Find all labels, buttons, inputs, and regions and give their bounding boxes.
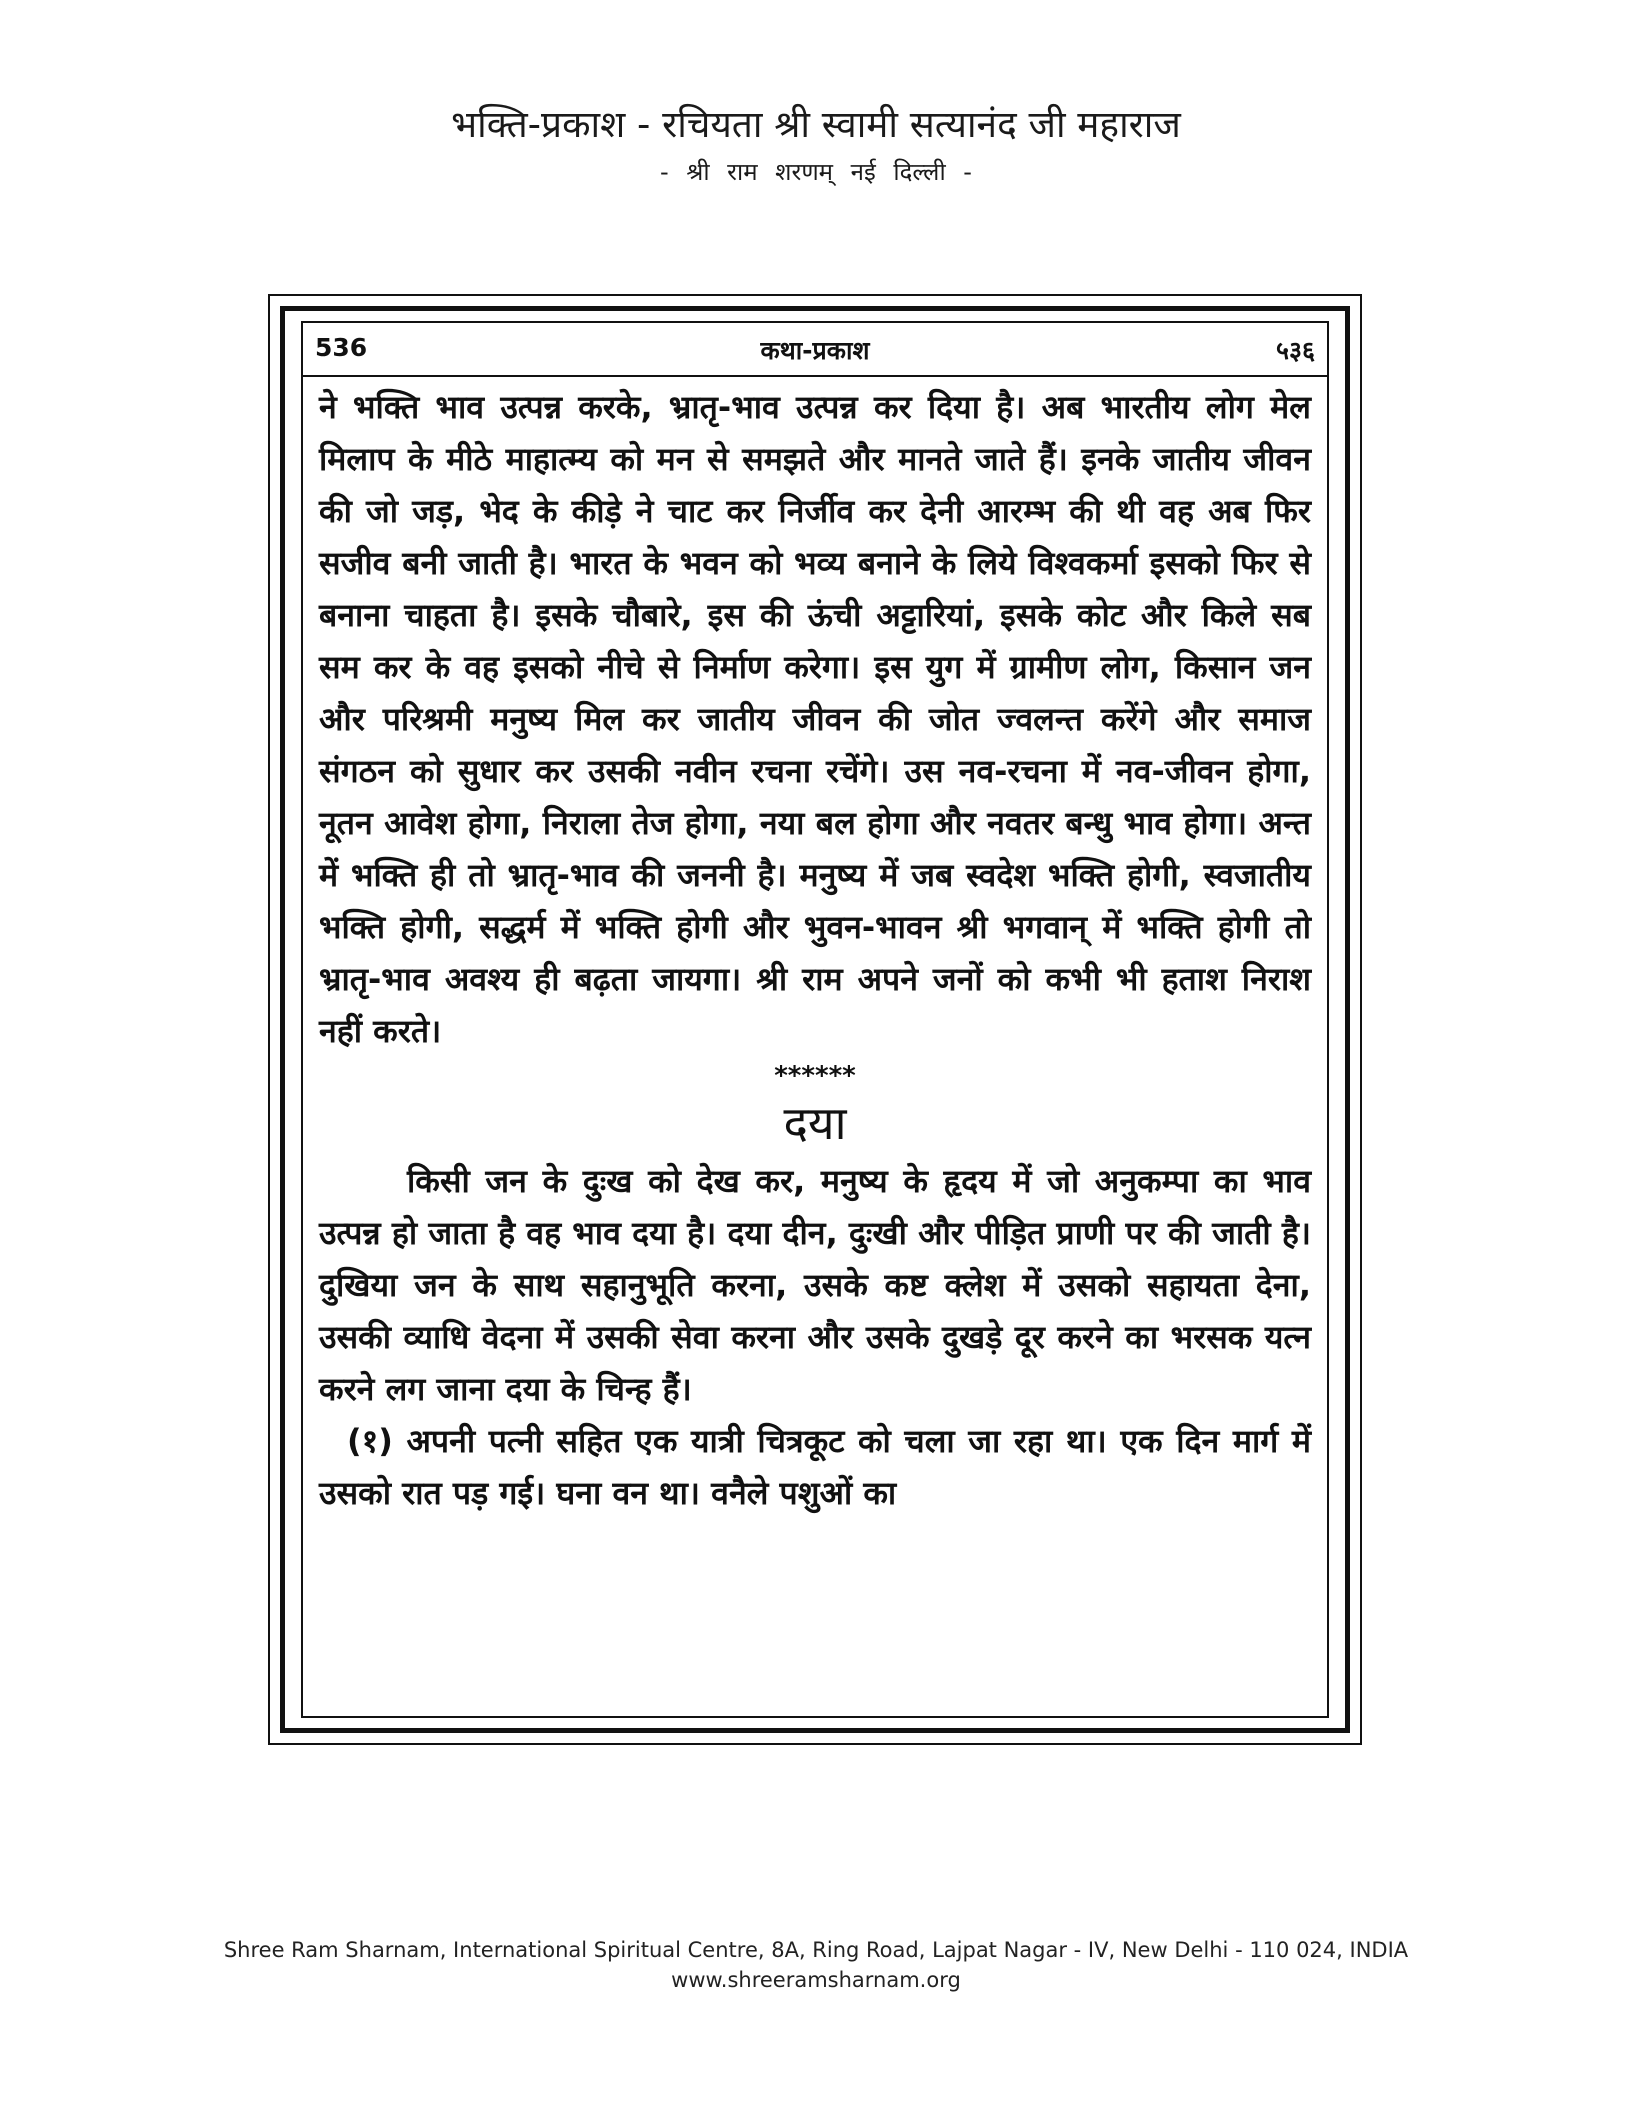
- page-number-arabic: 536: [315, 333, 368, 362]
- page-frame-inner: [280, 306, 1350, 1733]
- text-body: [319, 381, 1311, 1519]
- publisher-line: - श्री राम शरणम् नई दिल्ली -: [660, 158, 972, 186]
- footer-address: Shree Ram Sharnam, International Spiritual Centre, 8A, Ring Road, Lajpat Nagar - IV, New Delhi - 110 024, INDIA: [223, 1938, 1409, 1962]
- paragraph: (१) अपनी पत्नी सहित एक यात्री चित्रकूट को चला जा रहा था। एक दिन मार्ग में उसको रात पड़ गई। घना वन था। वनैले पशुओं का: [319, 1422, 1311, 1512]
- paragraph: ने भक्ति भाव उत्पन्न करके, भ्रातृ-भाव उत्पन्न कर दिया है। अब भारतीय लोग मेल मिलाप के मीठे माहात्म्य को मन से समझते और मानते जाते हैं। इनके जातीय जीवन की जो जड़, भेद के कीड़े ने चाट कर निर्जीव कर देनी आरम्भ की थी वह अब फिर सजीव बनी जाती है। भारत के भवन को भव्य बनाने के लिये विश्वकर्मा इसको फिर से बनाना चाहता है। इसके चौबारे, इस की ऊंची अट्टारियां, इसके कोट और किले सब सम कर के वह इसको नीचे से निर्माण करेगा। इस युग में ग्रामीण लोग, किसान जन और परिश्रमी मनुष्य मिल कर जातीय जीवन की जोत ज्वलन्त करेंगे और समाज संगठन को सुधार कर उसकी नवीन रचना रचेंगे। उस नव-रचना में नव-जीवन होगा, नूतन आवेश होगा, निराला तेज होगा, नया बल होगा और नवतर बन्धु भाव होगा। अन्त में भक्ति ही तो भ्रातृ-भाव की जननी है। मनुष्य में जब स्वदेश भक्ति होगी, स्वजातीय भक्ति होगी, सद्धर्म में भक्ति होगी और भुवन-भावन श्री भगवान् में भक्ति होगी तो भ्रातृ-भाव अवश्य ही बढ़ता जायगा। श्री राम अपने जनों को कभी भी हताश निराश नहीं करते।: [319, 388, 1311, 1050]
- running-header: [303, 323, 1327, 377]
- document-footer: [0, 1935, 1632, 1995]
- paragraph: किसी जन के दुःख को देख कर, मनुष्य के हृदय में जो अनुकम्पा का भाव उत्पन्न हो जाता है वह भाव दया है। दया दीन, दुःखी और पीड़ित प्राणी पर की जाती है। दुखिया जन के साथ सहानुभूति करना, उसके कष्ट क्लेश में उसको सहायता देना, उसकी व्याधि वेदना में उसकी सेवा करना और उसके दुखड़े दूर करने का भरसक यत्न करने लग जाना दया के चिन्ह हैं।: [319, 1162, 1311, 1408]
- footer-website[interactable]: www.shreeramsharnam.org: [671, 1968, 961, 1992]
- book-title: भक्ति-प्रकाश - रचियता श्री स्वामी सत्यानंद जी महाराज: [451, 103, 1181, 146]
- page-frame: [268, 294, 1362, 1745]
- section-separator: ******: [774, 1061, 856, 1091]
- page-number-devanagari: ५३६: [1275, 336, 1315, 365]
- running-title: कथा-प्रकाश: [760, 336, 870, 365]
- document-header: [0, 100, 1632, 194]
- page-content: [301, 321, 1329, 1718]
- section-heading: दया: [783, 1096, 847, 1150]
